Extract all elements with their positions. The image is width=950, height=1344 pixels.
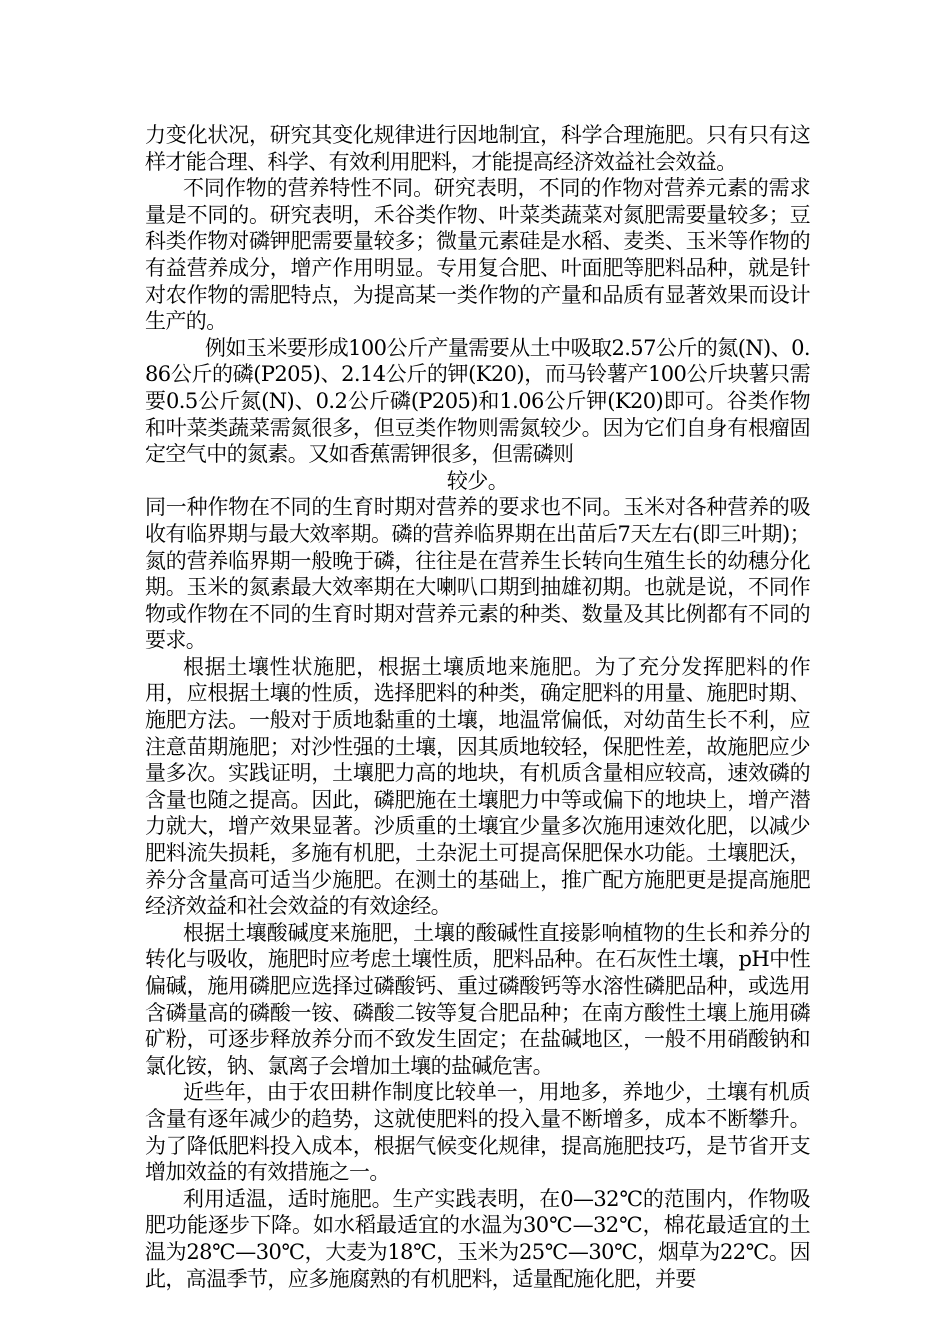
paragraph-5: 根据土壤性状施肥，根据土壤质地来施肥。为了充分发挥肥料的作用，应根据土壤的性质，选择肥料的种类，确定肥料的用量、施肥时期、施肥方法。一般对于质地黏重的土壤，地温常偏低，对幼苗生长不利，应注意苗期施肥；对沙性强的土壤，因其质地较轻，保肥性差，故施肥应少量多次。实践证明，土壤肥力高的地块，有机质含量相应较高，速效磷的含量也随之提高。因此，磷肥施在土壤肥力中等或偏下的地块上，增产潜力就大，增产效果显著。沙质重的土壤宜少量多次施用速效化肥，以减少肥料流失损耗，多施有机肥，土杂泥土可提高保肥保水功能。土壤肥沃，养分含量高可适当少施肥。在测土的基础上，推广配方施肥更是提高施肥经济效益和社会效益的有效途经。: [145, 654, 810, 919]
paragraph-2: 不同作物的营养特性不同。研究表明，不同的作物对营养元素的需求量是不同的。研究表明，禾谷类作物、叶菜类蔬菜对氮肥需要量较多；豆科类作物对磷钾肥需要量较多；微量元素硅是水稻、麦类、玉米等作物的有益营养成分，增产作用明显。专用复合肥、叶面肥等肥料品种，就是针对农作物的需肥特点，为提高某一类作物的产量和品质有显著效果而设计生产的。: [145, 176, 810, 334]
paragraph-6: 根据土壤酸碱度来施肥，土壤的酸碱性直接影响植物的生长和养分的转化与吸收，施肥时应考虑土壤性质，肥料品种。在石灰性土壤，pH中性偏碱，施用磷肥应选择过磷酸钙、重过磷酸钙等水溶性磷肥品种，或选用含磷量高的磷酸一铵、磷酸二铵等复合肥品种；在南方酸性土壤上施用磷矿粉，可逐步释放养分而不致发生固定；在盐碱地区，一般不用硝酸钠和氯化铵，钠、氯离子会增加土壤的盐碱危害。: [145, 920, 810, 1078]
paragraph-3: 例如玉米要形成100公斤产量需要从土中吸取2.57公斤的氮(N)、0.86公斤的磷(P205)、2.14公斤的钾(K20)，而马铃薯产100公斤块薯只需要0.5公斤氮(N)、0.2公斤磷(P205)和1.06公斤钾(K20)即可。谷类作物和叶菜类蔬菜需氮很多，但豆类作物则需氮较少。因为它们自身有根瘤固定空气中的氮素。又如香蕉需钾很多，但需磷则: [145, 335, 810, 467]
paragraph-3-tail: 较少。: [446, 468, 509, 493]
paragraph-4: 同一种作物在不同的生育时期对营养的要求也不同。玉米对各种营养的吸收有临界期与最大效率期。磷的营养临界期在出苗后7天左右(即三叶期)；氮的营养临界期一般晚于磷，往往是在营养生长转向生殖生长的幼穗分化期。玉米的氮素最大效率期在大喇叭口期到抽雄初期。也就是说，不同作物或作物在不同的生育时期对营养元素的种类、数量及其比例都有不同的要求。: [145, 495, 810, 653]
paragraph-7: 近些年，由于农田耕作制度比较单一，用地多，养地少，土壤有机质含量有逐年减少的趋势，这就使肥料的投入量不断增多，成本不断攀升。为了降低肥料投入成本，根据气候变化规律，提高施肥技巧，是节省开支增加效益的有效措施之一。: [145, 1080, 810, 1185]
paragraph-8: 利用适温，适时施肥。生产实践表明，在0—32℃的范围内，作物吸肥功能逐步下降。如水稻最适宜的水温为30℃—32℃，棉花最适宜的土温为28℃—30℃，大麦为18℃，玉米为25℃—30℃，烟草为22℃。因此，高温季节，应多施腐熟的有机肥料，适量配施化肥，并要: [145, 1186, 810, 1291]
document-body: [145, 122, 810, 1292]
paragraph-1: 力变化状况，研究其变化规律进行因地制宜，科学合理施肥。只有只有这样才能合理、科学、有效利用肥料，才能提高经济效益社会效益。: [145, 123, 810, 174]
